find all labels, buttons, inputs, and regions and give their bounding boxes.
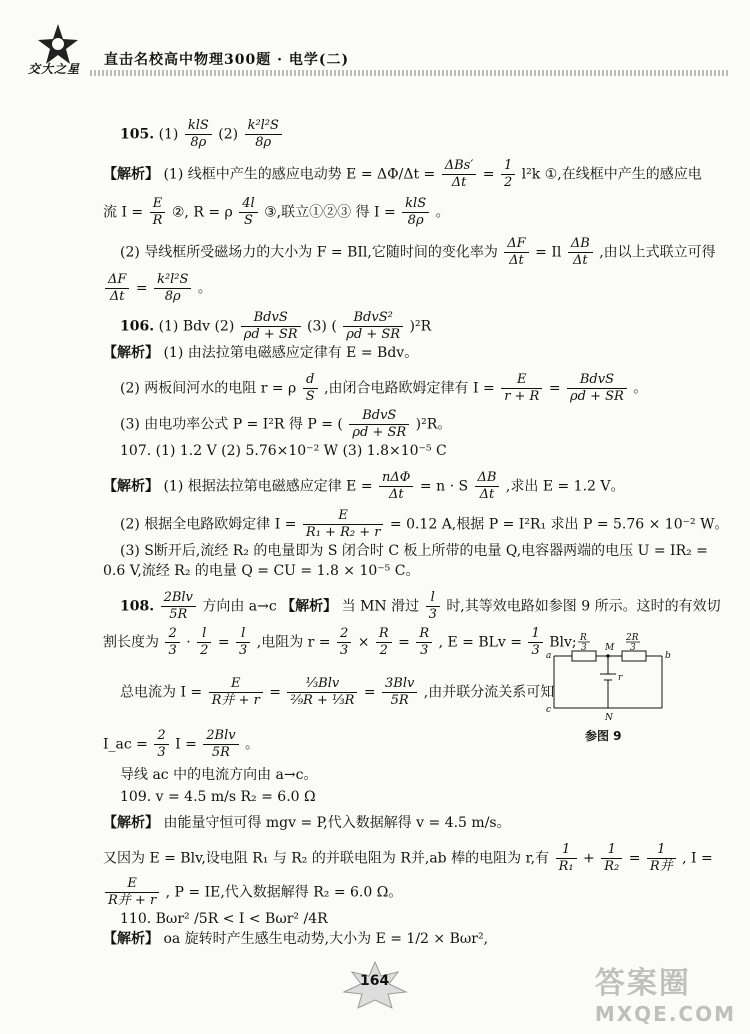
label-N: N: [605, 713, 613, 723]
q107-solution-line4: 0.6 V,流经 R₂ 的电量 Q = CU = 1.8 × 10⁻⁵ C。: [103, 563, 420, 579]
watermark-url: MXQE.COM: [594, 1002, 736, 1026]
q105-answer: 105. (1) $\frac{\text{klS}}{8\rho}$ (2) $\frac{\text{k²l²S}}{8\rho}$: [120, 118, 284, 151]
q110-answer: 110. Bωr² /5R < I < Bωr² /4R: [120, 911, 328, 927]
q106-answer: 106. (1) Bdv (2) $\frac{\text{BdvS}}{\rho d + SR}$ (3) ( $\frac{\text{BdvS²}}{\rho d + SR}$ )²R: [120, 310, 432, 342]
label-a: a: [546, 651, 552, 661]
q107-solution-line2: (2) 根据全电路欧姆定律 I = $\frac{E}{\text{R₁ + R₂ + r}}$ = 0.12 A,根据 P = I²R₁ 求出 P = 5.76 × 10⁻² W。: [120, 508, 729, 540]
q107-answer: 107. (1) 1.2 V (2) 5.76×10⁻² W (3) 1.8×10⁻⁵ C: [120, 443, 447, 459]
site-watermark: [595, 958, 736, 1026]
watermark-cn: 答案圈: [594, 966, 691, 1001]
label-b: b: [665, 651, 671, 661]
figure-caption: 参图 9: [585, 729, 622, 743]
header-rule: [90, 70, 730, 76]
q106-solution-line1: 【解析】 (1) 由法拉第电磁感应定律有 E = Bdv。: [103, 345, 419, 361]
book-title: 直击名校高中物理300题 · 电学(二): [104, 52, 350, 68]
q105-solution-line4: $\frac{\Delta F}{\Delta t}$ = $\frac{\text{k²l²S}}{8\rho}$ 。: [103, 272, 212, 305]
q110-solution-line1: 【解析】 oa 旋转时产生感生电动势,大小为 E = 1/2 × Bωr²,: [103, 931, 489, 947]
q109-solution-line2: 又因为 E = Blv,设电阻 R₁ 与 R₂ 的并联电阻为 R并,ab 棒的电阻为 r,有 $\frac{1}{\text{R₁}}$ + $\frac{1}{\text{R₂}}$ = $\frac{1}{\text{R并}}$ , I =: [103, 842, 713, 874]
q108-solution-line3: 总电流为 I = $\frac{E}{\text{R并 + r}}$ = $\frac{\text{⅓Blv}}{\text{²⁄₉R + ⅓R}}$ = $\frac{\text{3Blv}}{5R}$ ,由并联分流关系可知: [120, 676, 555, 708]
page-number: 164: [360, 973, 390, 989]
page-header: [0, 0, 750, 80]
q105-solution-line2: 流 I = $\frac{E}{R}$ ②, R = ρ $\frac{4l}{S}$ ③,联立①②③ 得 I = $\frac{\text{klS}}{8\rho}$ 。: [103, 196, 450, 228]
node-M: [606, 654, 610, 658]
q108-solution-line2: 割长度为 $\frac{2}{3}$ · $\frac{l}{2}$ = $\frac{l}{3}$ ,电阻为 r = $\frac{2}{3}$ × $\frac{R}{2}$ = $\frac{R}{3}$ , E = BLv = $\frac{1}{3}$ Blv;: [103, 626, 577, 658]
page-number-badge: [340, 960, 410, 1010]
q108-solution-line5: 导线 ac 中的电流方向由 a→c。: [120, 767, 318, 783]
r2-numerator: 2R: [626, 633, 639, 643]
q109-solution-line3: $\frac{E}{\text{R并 + r}}$ , P = IE,代入数据解得 R₂ = 6.0 Ω。: [103, 876, 402, 909]
q108-answer: 108. $\frac{\text{2Blv}}{5R}$ 方向由 a→c 【解析】 当 MN 滑过 $\frac{l}{3}$ 时,其等效电路如参图 9 所示。这时的有效切: [120, 590, 721, 622]
q108-solution-line4: I_ac = $\frac{2}{3}$ I = $\frac{\text{2Blv}}{5R}$ 。: [103, 728, 260, 760]
q106-solution-line3: (3) 由电功率公式 P = I²R 得 P = ( $\frac{\text{BdvS}}{\rho d + SR}$ )²R。: [120, 408, 452, 440]
q105-solution-line1: 【解析】 (1) 线框中产生的感应电动势 E = ΔΦ/Δt = $\frac{\text{ΔBs′}}{\Delta t}$ = $\frac{1}{2}$ l²k ①,在线框中产生的感应电: [103, 158, 702, 190]
label-c: c: [546, 705, 552, 715]
r1-numerator: R: [580, 633, 587, 643]
q107-solution-line1: 【解析】 (1) 根据法拉第电磁感应定律 E = $\frac{\text{nΔΦ}}{\Delta t}$ = n · S $\frac{\Delta B}{\Delta t}$ ,求出 E = 1.2 V。: [103, 470, 625, 502]
r2-denominator: 3: [630, 643, 636, 653]
q105-solution-line3: (2) 导线框所受磁场力的大小为 F = BIl,它随时间的变化率为 $\frac{\Delta F}{\Delta t}$ = Il $\frac{\Delta B}{\Delta t}$ ,由以上式联立可得: [120, 236, 716, 268]
q107-solution-line3: (3) S断开后,流经 R₂ 的电量即为 S 闭合时 C 板上所带的电量 Q,电容器两端的电压 U = IR₂ =: [120, 543, 708, 559]
q109-answer: 109. v = 4.5 m/s R₂ = 6.0 Ω: [120, 789, 316, 805]
label-r: r: [618, 673, 623, 683]
r1-denominator: 3: [581, 643, 587, 653]
label-M: M: [605, 643, 615, 653]
star-logo-icon: [38, 24, 78, 64]
q106-solution-line2: (2) 两板间河水的电阻 r = ρ $\frac{d}{S}$ ,由闭合电路欧姆定律有 I = $\frac{E}{r + R}$ = $\frac{\text{BdvS}}{\rho d + SR}$ 。: [120, 372, 648, 404]
q109-solution-line1: 【解析】 由能量守恒可得 mgv = P,代入数据解得 v = 4.5 m/s。: [103, 815, 511, 831]
brand-name: 交大之星: [28, 62, 81, 76]
